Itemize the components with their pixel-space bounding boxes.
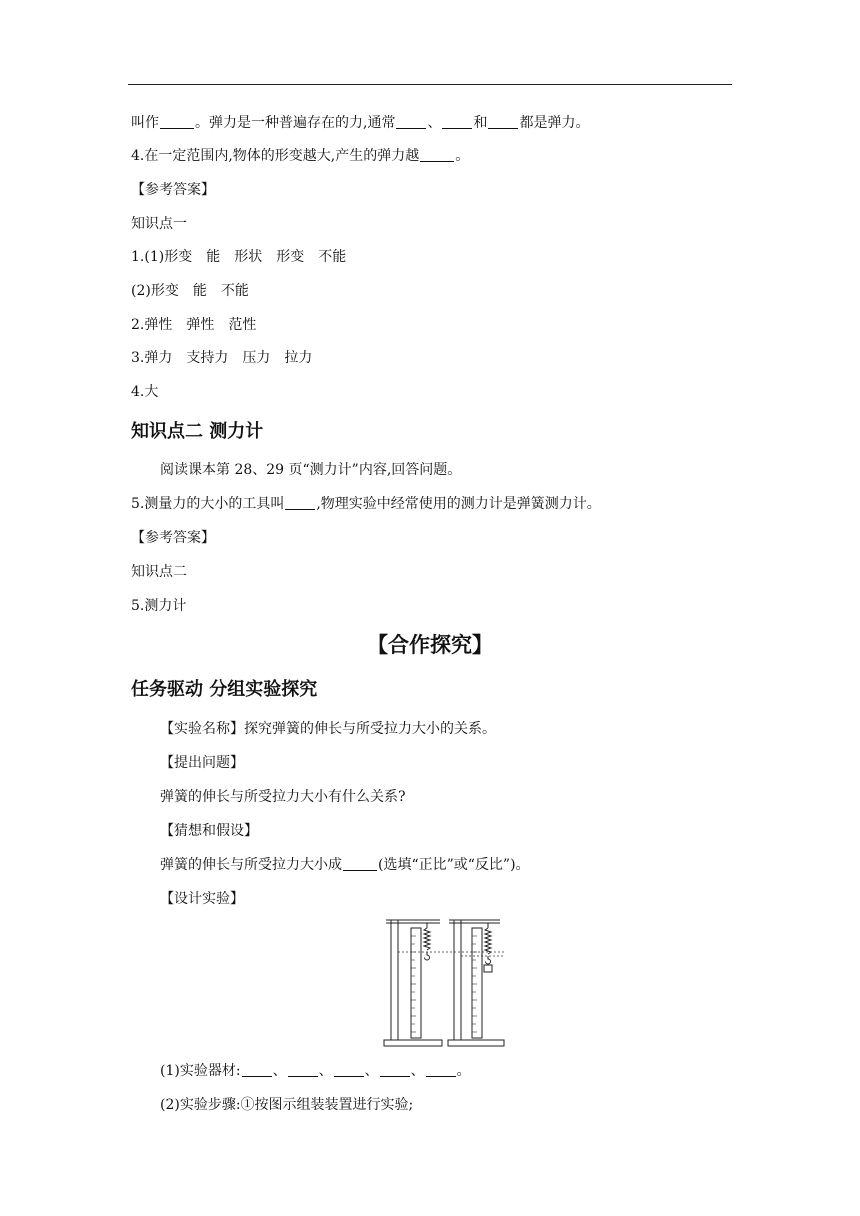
experiment-name: 【实验名称】探究弹簧的伸长与所受拉力大小的关系。	[160, 721, 496, 737]
answer-header: 【参考答案】	[131, 182, 215, 198]
question-4: 4.在一定范围内,物体的形变越大,产生的弹力越 。	[131, 148, 470, 164]
answer-blank[interactable]	[442, 114, 472, 129]
answer-blank[interactable]	[488, 114, 518, 129]
answer-line: 1.(1)形变 能 形状 形变 不能	[131, 249, 347, 265]
fill-in-line-elastic-force: 叫作 。弹力是一种普遍存在的力,通常 、 和 都是弹力。	[131, 115, 590, 131]
answer-blank[interactable]	[285, 495, 315, 510]
answer-blank[interactable]	[334, 1062, 364, 1077]
materials-line: (1)实验器材: 、 、 、 、 。	[160, 1063, 471, 1079]
answer-line: (2)形变 能 不能	[131, 283, 249, 299]
question-text: 弹簧的伸长与所受拉力大小有什么关系?	[160, 789, 406, 805]
answer-blank[interactable]	[396, 114, 426, 129]
knowledge-point-label: 知识点二	[131, 564, 187, 580]
answer-blank[interactable]	[343, 856, 377, 871]
answer-blank[interactable]	[420, 147, 454, 162]
hypothesis-line: 弹簧的伸长与所受拉力大小成 (选填“正比”或“反比”)。	[160, 857, 530, 873]
answer-line: 4.大	[131, 384, 159, 400]
answer-line: 2.弹性 弹性 范性	[131, 317, 257, 333]
answer-header: 【参考答案】	[131, 530, 215, 546]
section-heading: 知识点二 测力计	[131, 421, 264, 442]
answer-line: 5.测力计	[131, 598, 187, 614]
question-5: 5.测量力的大小的工具叫 ,物理实验中经常使用的测力计是弹簧测力计。	[131, 496, 601, 512]
ask-question-label: 【提出问题】	[160, 755, 244, 771]
hypothesis-label: 【猜想和假设】	[160, 823, 258, 839]
answer-line: 3.弹力 支持力 压力 拉力	[131, 350, 313, 366]
answer-blank[interactable]	[288, 1062, 318, 1077]
steps-line: (2)实验步骤:①按图示组装装置进行实验;	[160, 1097, 414, 1113]
cooperative-inquiry-title: 【合作探究】	[367, 633, 493, 657]
spring-experiment-figure	[380, 912, 506, 1052]
answer-blank[interactable]	[160, 114, 194, 129]
answer-blank[interactable]	[380, 1062, 410, 1077]
reading-instruction: 阅读课本第 28、29 页“测力计”内容,回答问题。	[160, 462, 462, 478]
answer-blank[interactable]	[426, 1062, 456, 1077]
header-rule	[128, 84, 732, 85]
task-heading: 任务驱动 分组实验探究	[131, 679, 318, 700]
knowledge-point-label: 知识点一	[131, 216, 187, 232]
design-label: 【设计实验】	[160, 891, 244, 907]
answer-blank[interactable]	[242, 1062, 272, 1077]
